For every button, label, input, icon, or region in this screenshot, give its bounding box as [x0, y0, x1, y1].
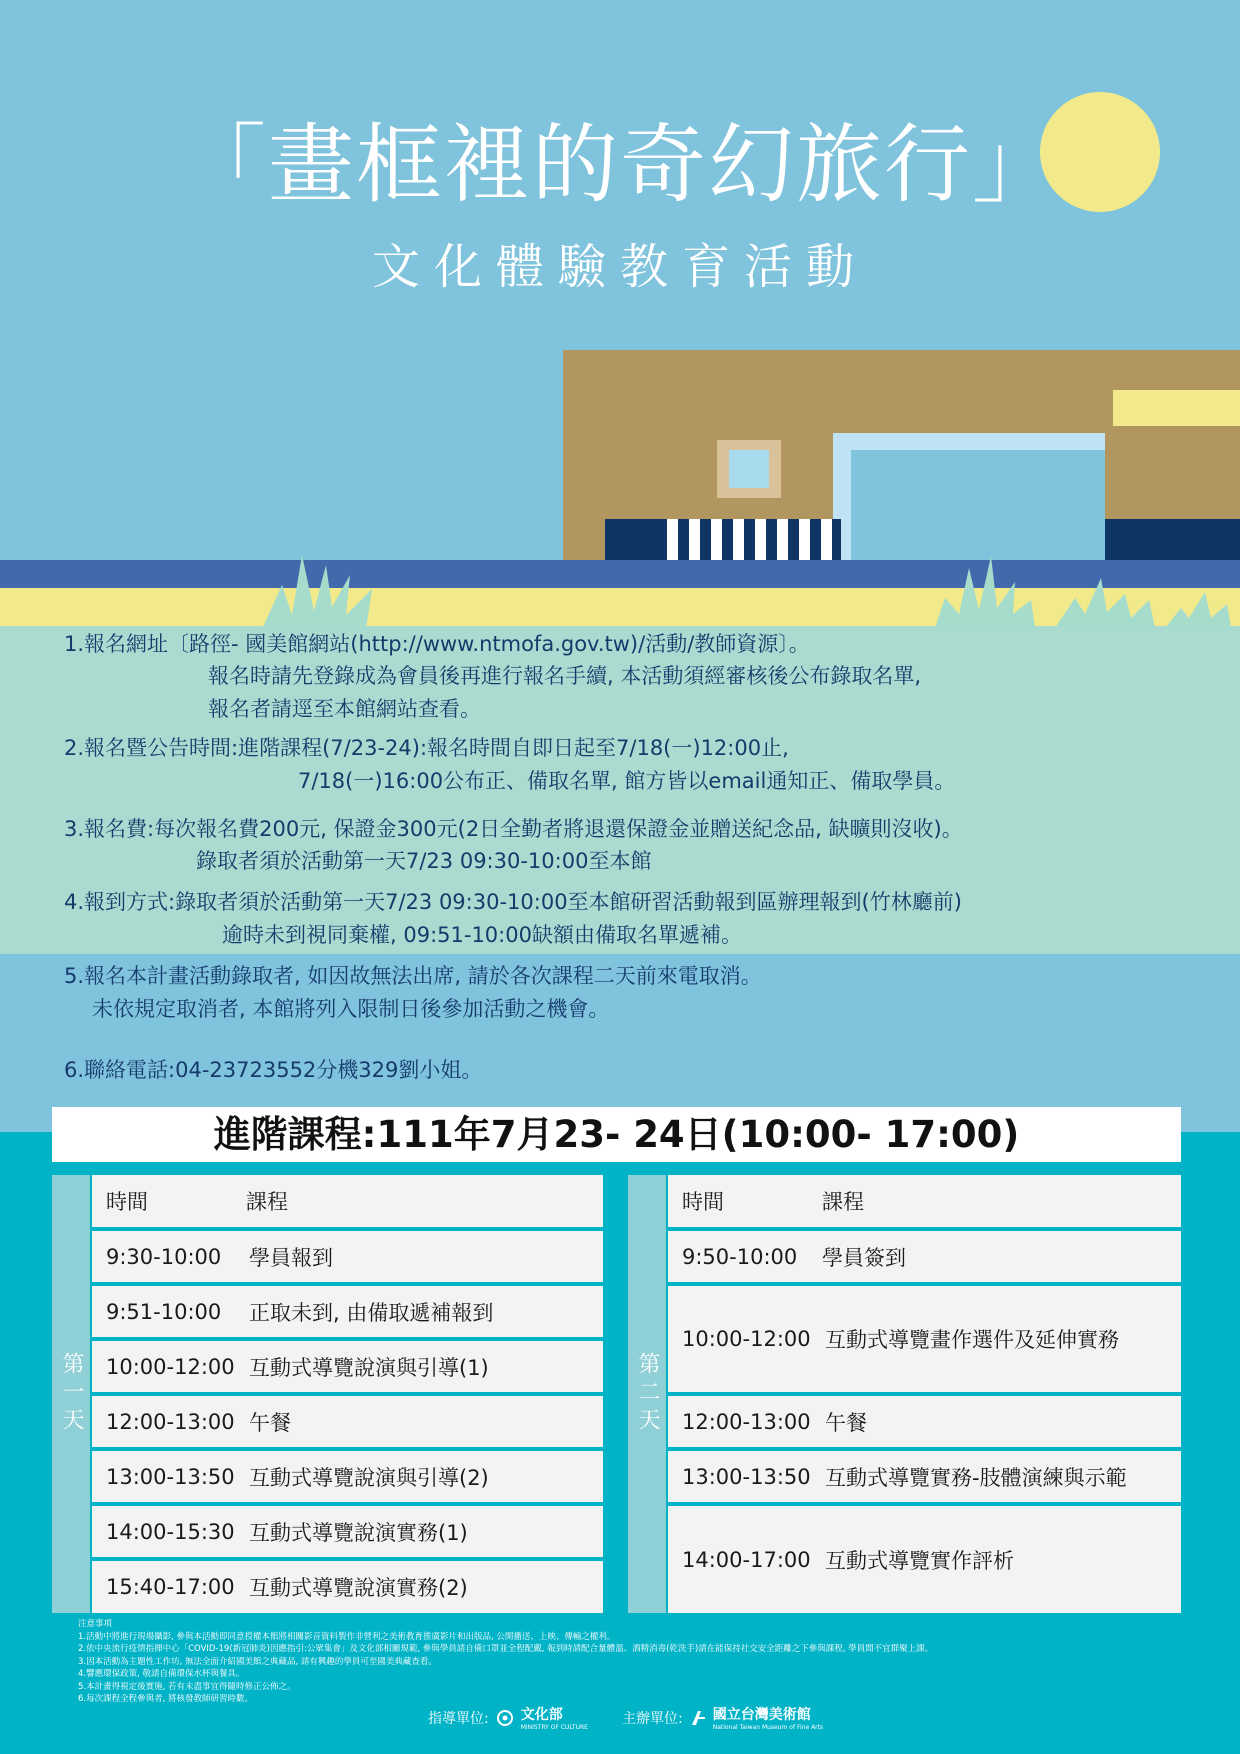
day2-label: 第二天 — [628, 1175, 666, 1613]
info-item-1-line-3: 報名者請逕至本館網站查看。 — [208, 697, 481, 721]
note-item: 4.響應環保政策, 敬請自備環保水杯與餐具。 — [78, 1669, 245, 1679]
table-row: 13:00-13:50 互動式導覽說演與引導(2) — [92, 1451, 603, 1502]
note-item: 6.每次課程全程參與者, 將核發教師研習時數。 — [78, 1694, 254, 1704]
host-label: 主辦單位: — [622, 1710, 683, 1727]
info-item-5-line-2: 未依規定取消者, 本館將列入限制日後參加活動之機會。 — [92, 997, 610, 1021]
table-row: 9:50-10:00 學員簽到 — [668, 1231, 1181, 1282]
building-base-dark-right — [1105, 519, 1240, 565]
ministry-of-culture-logo: 文化部 MINISTRY OF CULTURE — [520, 1707, 588, 1731]
building-entrance — [851, 450, 1105, 563]
building-window — [729, 450, 769, 488]
page-subtitle: 文化體驗教育活動 — [371, 239, 868, 295]
note-item: 3.因本活動為主題性工作坊, 無法全面介紹國美館之典藏品, 請有興趣的學員可至國美典藏查看。 — [78, 1656, 437, 1667]
info-item-4-line-2: 逾時未到視同棄權, 09:51-10:00缺額由備取名單遞補。 — [222, 923, 742, 947]
course-banner-text: 進階課程:111年7月23- 24日(10:00- 17:00) — [213, 1113, 1020, 1156]
day2-header-course: 課程 — [822, 1190, 864, 1214]
ministry-logo-icon — [495, 1709, 515, 1727]
table-row: 12:00-13:00 午餐 — [92, 1396, 603, 1447]
table-row: 14:00-15:30 互動式導覽說演實務(1) — [92, 1506, 603, 1557]
notes-section — [78, 1618, 933, 1706]
info-item-5-line-1: 5.報名本計畫活動錄取者, 如因故無法出席, 請於各次課程二天前來電取消。 — [64, 964, 762, 988]
note-item: 1.活動中將進行現場攝影, 參與本活動即同意授權本館將相關影音資料製作非營利之美術教育推廣影片和出版品, 公開播送、上映、傳輸之權利。 — [78, 1631, 616, 1642]
info-item-3-line-2: 錄取者須於活動第一天7/23 09:30-10:00至本館 — [196, 849, 652, 873]
info-item-2-line-1: 2.報名暨公告時間:進階課程(7/23-24):報名時間自即日起至7/18(一)12:00止, — [64, 736, 789, 760]
ntmofa-logo: 國立台灣美術館 National Taiwan Museum of Fine Arts — [712, 1707, 824, 1731]
day1-table-header — [92, 1175, 603, 1227]
footer-guide — [428, 1704, 588, 1731]
info-item-1-line-1: 1.報名網址〔路徑- 國美館網站(http://www.ntmofa.gov.tw)/活動/教師資源〕。 — [64, 632, 810, 656]
day2-header-time: 時間 — [682, 1190, 724, 1214]
note-item: 5.本計畫得視定後實施, 若有未盡事宜得隨時修正公佈之。 — [78, 1681, 296, 1692]
table-row: 10:00-12:00 互動式導覽說演與引導(1) — [92, 1341, 603, 1392]
building-yellow-band — [1113, 390, 1240, 426]
table-row: 13:00-13:50 互動式導覽實務-肢體演練與示範 — [668, 1451, 1181, 1502]
day1-label: 第一天 — [52, 1175, 90, 1613]
table-row: 12:00-13:00 午餐 — [668, 1396, 1181, 1447]
page-title: 「畫框裡的奇幻旅行」 — [180, 115, 1060, 215]
table-row: 10:00-12:00 互動式導覽畫作選件及延伸實務 — [668, 1286, 1181, 1392]
table-row: 14:00-17:00 互動式導覽實作評析 — [668, 1506, 1181, 1613]
road-band — [0, 560, 1240, 588]
note-item: 2.依中央流行疫情指揮中心「COVID-19(新冠肺炎)因應指引:公眾集會」及文化部相關規範, 參與學員請自備口罩並全程配戴, 報到時請配合量體溫、酒精消毒(乾洗手)請在能保持社交安全距離之下參與課程, 學員間不宜群聚上課。 — [78, 1644, 934, 1654]
table-row: 9:51-10:00 正取未到, 由備取遞補報到 — [92, 1286, 603, 1337]
yellow-band — [0, 588, 1240, 626]
table-row: 15:40-17:00 互動式導覽說演實務(2) — [92, 1561, 603, 1613]
day2-table-header — [668, 1175, 1181, 1227]
footer-host — [622, 1704, 823, 1731]
info-item-4-line-1: 4.報到方式:錄取者須於活動第一天7/23 09:30-10:00至本館研習活動報到區辦理報到(竹林廳前) — [64, 890, 962, 914]
info-item-6-contact: 6.聯絡電話:04-23723552分機329劉小姐。 — [64, 1058, 483, 1082]
table-row: 9:30-10:00 學員報到 — [92, 1231, 603, 1282]
museum-logo-icon — [689, 1709, 707, 1727]
day1-header-course: 課程 — [246, 1190, 288, 1214]
notes-title: 注意事項 — [78, 1619, 113, 1629]
info-item-3-line-1: 3.報名費:每次報名費200元, 保證金300元(2日全勤者將退還保證金並贈送紀念品, 缺曠則沒收)。 — [64, 817, 963, 841]
day1-header-time: 時間 — [106, 1190, 148, 1214]
info-item-2-line-2: 7/18(一)16:00公布正、備取名單, 館方皆以email通知正、備取學員。 — [298, 769, 956, 793]
info-item-1-line-2: 報名時請先登錄成為會員後再進行報名手續, 本活動須經審核後公布錄取名單, — [208, 664, 922, 688]
guide-label: 指導單位: — [428, 1710, 489, 1727]
building-striped-gate — [667, 519, 841, 565]
